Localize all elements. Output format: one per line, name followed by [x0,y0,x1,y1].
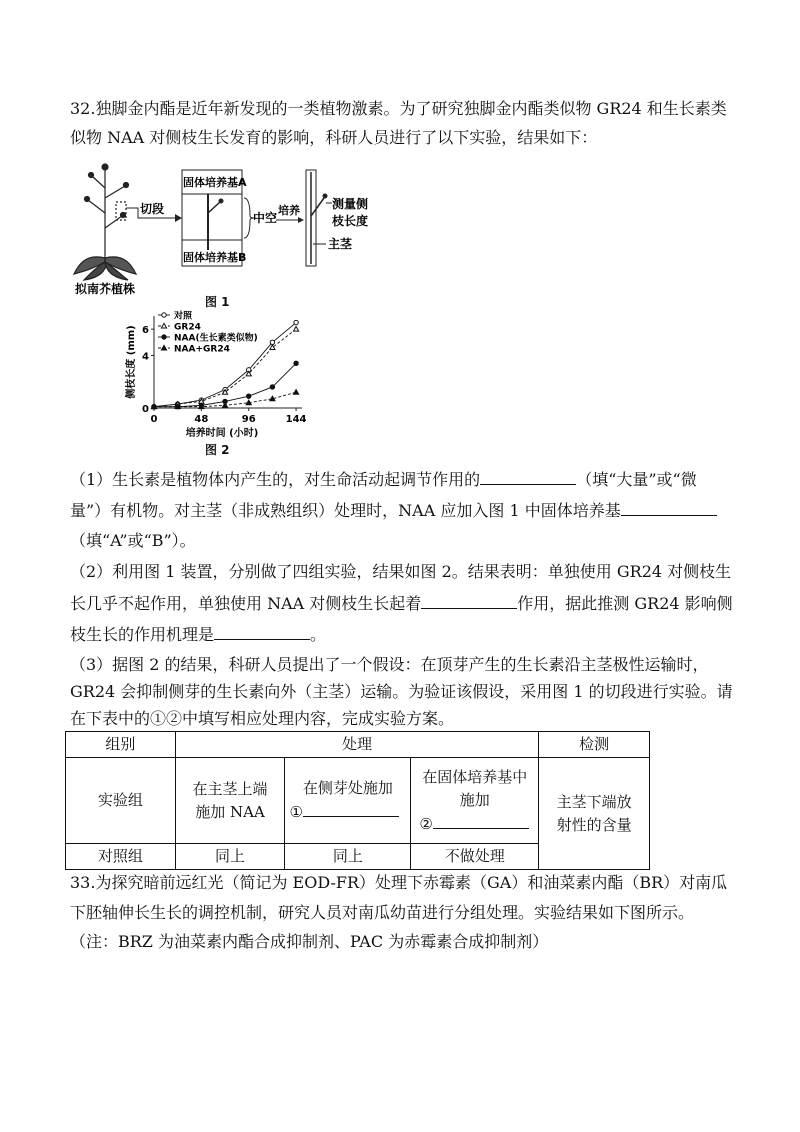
experiment-table [65,731,650,870]
exp-treatment-2 [285,758,411,844]
plant-label: 拟南芥植株 [75,282,136,296]
p1-line-2 [70,499,717,522]
culture-label: 培养 [278,204,300,217]
y-tick-label: 6 [142,325,149,337]
header-group: 组别 [66,732,176,758]
p1-text-b: （填“大量”或“微 [576,470,697,489]
answer-blank-1[interactable] [480,468,576,485]
p2-line-3 [70,623,326,646]
answer-blank-3[interactable] [421,592,517,609]
p2-text-d: 枝生长的作用机理是 [70,625,215,644]
data-point [294,320,298,324]
data-point [162,313,166,317]
ctrl-treatment-2: 同上 [285,844,411,870]
answer-blank-6[interactable] [433,812,529,829]
p3-line-3: 在下表中的①②中填写相应处理内容，完成实验方案。 [70,709,455,728]
data-point [247,394,251,398]
medium-b-label: 固体培养基B [183,251,247,264]
exp-treatment-2-line-1: 在侧芽处施加 [302,779,393,797]
exp-treatment-3-line-1: 在固体培养基中 [422,767,528,786]
p1-text-c: 量”）有机物。对主茎（非成熟组织）处理时，NAA 应加入图 1 中固体培养基 [70,501,621,520]
hollow-label: 中空 [253,211,278,225]
header-detection: 检测 [539,732,650,758]
data-point [222,403,227,408]
data-point [161,323,166,328]
answer-blank-2[interactable] [621,499,717,516]
legend-label: NAA+GR24 [174,344,230,355]
p2-line-2 [70,592,733,615]
answer-blank-5[interactable] [303,800,399,817]
x-tick-label: 48 [194,414,209,425]
q33-line-2: 下胚轴伸长生长的调控机制，研究人员对南瓜幼苗进行分组处理。实验结果如下图所示。 [70,903,695,922]
main-stem-label: 主茎 [328,237,353,251]
p2-text-c: 作用，据此推测 GR24 影响侧 [517,594,733,613]
exp-treatment-3-line-3 [411,812,538,836]
experimental-group-label: 实验组 [66,758,176,844]
detection-line-1: 主茎下端放 [556,792,632,811]
blank-marker-2: ② [419,814,433,833]
data-point [270,385,274,389]
figure-2-chart [118,306,318,441]
data-point [293,327,298,332]
data-point [270,340,274,344]
p1-text-a: （1）生长素是植物体内产生的，对生命活动起调节作用的 [70,470,481,489]
data-point [294,361,298,365]
measure-label-1: 测量侧 [332,197,369,211]
q33-line-1: 33.为探究暗前远红光（简记为 EOD-FR）处理下赤霉素（GA）和油菜素内酯（BR）对南瓜 [70,873,728,892]
p3-line-1: （3）据图 2 的结果，科研人员提出了一个假设：在顶芽产生的生长素沿主茎极性运输时， [70,655,709,674]
p1-line-1 [70,468,697,491]
ctrl-treatment-1: 同上 [175,844,285,870]
x-tick-label: 144 [285,414,307,425]
q32-intro-line-1: 32.独脚金内酯是近年新发现的一类植物激素。为了研究独脚金内酯类似物 GR24 和生长素类 [70,99,727,118]
medium-a-label: 固体培养基A [183,176,247,189]
arabidopsis-plant-icon [74,164,136,280]
exp-treatment-3 [411,758,539,844]
control-group-label: 对照组 [66,844,176,870]
exp-treatment-3-line-2: 施加 [459,790,490,809]
p2-line-1: （2）利用图 1 装置，分别做了四组实验，结果如图 2。结果表明：单独使用 GR24 对侧枝生 [70,562,732,581]
data-point [162,335,166,339]
q32-intro-line-2: 似物 NAA 对侧枝生长发育的影响，科研人员进行了以下实验，结果如下： [70,128,598,147]
p2-text-b: 长几乎不起作用，单独使用 NAA 对侧枝生长起着 [70,594,422,613]
p1-line-3: （填“A”或“B”）。 [70,531,196,550]
y-axis-label: 侧枝长度 (mm) [126,325,137,399]
p3-line-2: GR24 会抑制侧芽的生长素向外（主茎）运输。为验证该假设，采用图 1 的切段进行实验。请 [70,682,733,701]
exp-treatment-1-line-2: 施加 NAA [195,802,265,821]
figure-1-caption: 图 1 [205,295,230,309]
exp-treatment-2-line-2 [285,800,410,824]
cut-label: 切段 [140,202,165,216]
detection-cell [539,758,650,870]
detection-line-2: 射性的含量 [556,815,632,834]
q33-line-3: （注：BRZ 为油菜素内酯合成抑制剂、PAC 为赤霉素合成抑制剂） [70,932,549,951]
ctrl-treatment-3: 不做处理 [411,844,539,870]
figure-2-caption: 图 2 [205,443,230,457]
header-treatment: 处理 [175,732,539,758]
x-axis-label: 培养时间 (小时) [185,428,259,439]
data-point [270,396,275,401]
x-tick-label: 0 [150,414,158,425]
data-point [293,390,298,395]
legend-label: NAA(生长素类似物) [174,333,258,344]
legend-label: GR24 [174,322,201,333]
figure-1-diagram [70,158,410,298]
data-point [246,400,251,405]
x-tick-label: 96 [241,414,256,425]
answer-blank-4[interactable] [214,623,310,640]
measure-label-2: 枝长度 [332,214,369,228]
data-point [161,345,166,350]
y-tick-label: 0 [142,404,149,415]
y-tick-label: 4 [142,351,149,363]
exp-treatment-1-line-1: 在主茎上端 [192,779,268,798]
blank-marker-1: ① [289,803,303,821]
p2-text-e: 。 [310,625,327,644]
exp-treatment-1 [175,758,285,844]
legend-label: 对照 [174,311,193,322]
